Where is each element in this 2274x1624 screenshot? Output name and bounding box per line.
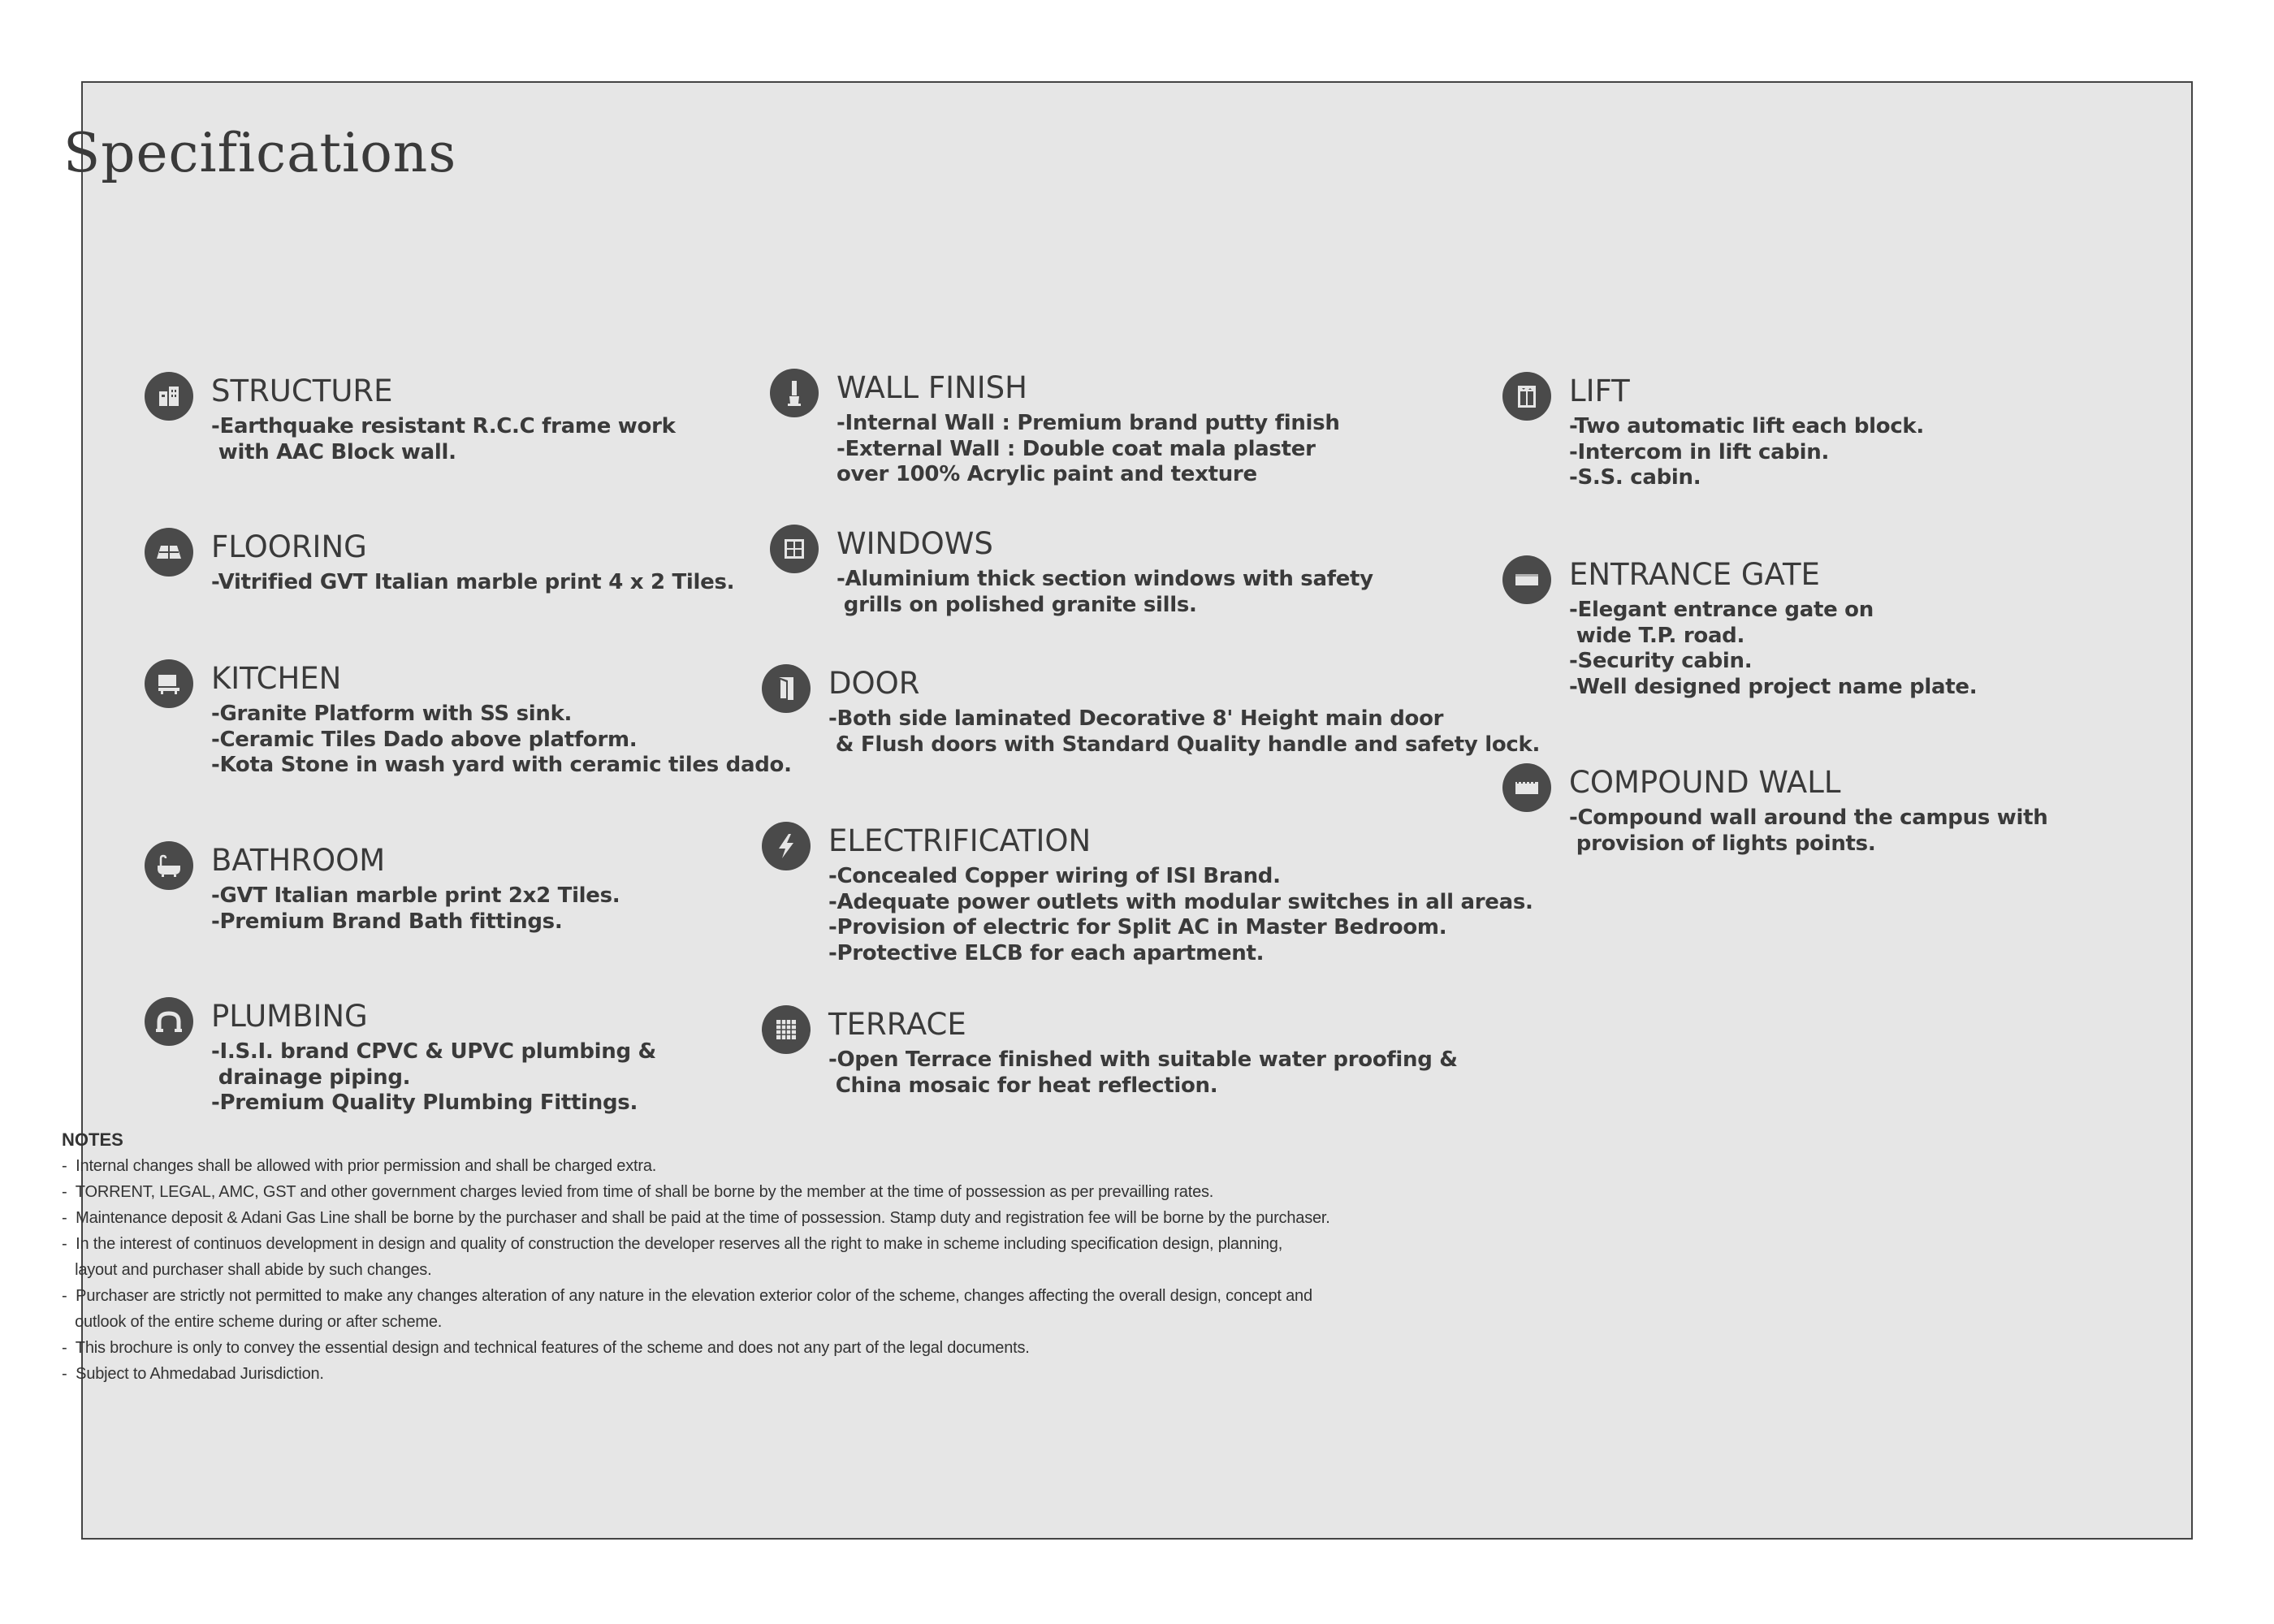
spec-heading: ELECTRIFICATION <box>828 823 1092 858</box>
kitchen-icon <box>145 659 193 708</box>
spec-text: -Concealed Copper wiring of ISI Brand. -Adequate power outlets with modular switches in all areas. -Provision of electric for Split AC in Master Bedroom. -Protective ELCB for each apartment. <box>828 864 1533 965</box>
floor-tile-icon <box>145 528 193 577</box>
spec-text: -Both side laminated Decorative 8' Height main door & Flush doors with Standard Quality handle and safety lock. <box>828 706 1541 757</box>
gate-icon <box>1502 555 1551 604</box>
notes-section <box>62 1127 1524 1387</box>
spec-text: -Compound wall around the campus with provision of lights points. <box>1569 806 2048 856</box>
spec-heading: TERRACE <box>828 1007 966 1042</box>
building-icon <box>145 372 193 421</box>
spec-text: -I.S.I. brand CPVC & UPVC plumbing & drainage piping. -Premium Quality Plumbing Fittings. <box>211 1039 656 1115</box>
note-item: - Purchaser are strictly not permitted to make any changes alteration of any nature in the elevation exterior color of the scheme, changes affecting the overall design, concept and outlook of the entire scheme during or after scheme. <box>62 1287 1312 1331</box>
spec-text: -GVT Italian marble print 2x2 Tiles. -Premium Brand Bath fittings. <box>211 883 620 934</box>
spec-heading: ENTRANCE GATE <box>1569 557 1820 592</box>
note-item: - This brochure is only to convey the essential design and technical features of the scheme and does not any part of the legal documents. <box>62 1339 1030 1357</box>
grid-tile-icon <box>762 1005 811 1054</box>
note-item: - Subject to Ahmedabad Jurisdiction. <box>62 1365 324 1383</box>
paint-roller-icon <box>770 369 819 417</box>
spec-heading: FLOORING <box>211 529 367 564</box>
spec-heading: WALL FINISH <box>837 370 1027 405</box>
spec-text: -Vitrified GVT Italian marble print 4 x 2 Tiles. <box>211 570 735 594</box>
elevator-icon <box>1502 372 1551 421</box>
door-icon <box>762 664 811 713</box>
spec-text: -Elegant entrance gate on wide T.P. road. -Security cabin. -Well designed project name plate. <box>1569 598 1978 699</box>
window-icon <box>770 525 819 573</box>
lightning-icon <box>762 822 811 870</box>
bathtub-icon <box>145 841 193 890</box>
spec-heading: STRUCTURE <box>211 374 393 408</box>
note-item: - Internal changes shall be allowed with prior permission and shall be charged extra. <box>62 1157 657 1175</box>
note-item: - Maintenance deposit & Adani Gas Line shall be borne by the purchaser and shall be paid at the time of possession. Stamp duty and registration fee will be borne by the purchaser. <box>62 1209 1330 1227</box>
spec-heading: KITCHEN <box>211 661 342 696</box>
spec-text: -Aluminium thick section windows with safety grills on polished granite sills. <box>837 567 1373 617</box>
spec-heading: COMPOUND WALL <box>1569 765 1841 800</box>
notes-title: NOTES <box>62 1129 123 1150</box>
spec-heading: LIFT <box>1569 374 1630 408</box>
wall-icon <box>1502 763 1551 812</box>
spec-heading: WINDOWS <box>837 526 993 561</box>
spec-text: -Granite Platform with SS sink. -Ceramic Tiles Dado above platform. -Kota Stone in wash yard with ceramic tiles dado. <box>211 702 792 777</box>
spec-text: -Two automatic lift each block. -Intercom in lift cabin. -S.S. cabin. <box>1569 414 1925 490</box>
note-item: - In the interest of continuos development in design and quality of construction the developer reserves all the right to make in scheme including specification design, planning, layout and purchaser shall abide by such changes. <box>62 1235 1283 1279</box>
spec-heading: BATHROOM <box>211 843 386 878</box>
spec-text: -Open Terrace finished with suitable water proofing & China mosaic for heat reflection. <box>828 1047 1458 1098</box>
spec-text: -Earthquake resistant R.C.C frame work with AAC Block wall. <box>211 414 676 464</box>
spec-heading: PLUMBING <box>211 999 368 1034</box>
pipe-icon <box>145 997 193 1046</box>
note-item: - TORRENT, LEGAL, AMC, GST and other government charges levied from time of shall be borne by the member at the time of possession as per prevailling rates. <box>62 1183 1214 1201</box>
spec-text: -Internal Wall : Premium brand putty finish -External Wall : Double coat mala plaster over 100% Acrylic paint and texture <box>837 411 1340 486</box>
spec-heading: DOOR <box>828 666 920 701</box>
page-title: Specifications <box>63 122 457 184</box>
